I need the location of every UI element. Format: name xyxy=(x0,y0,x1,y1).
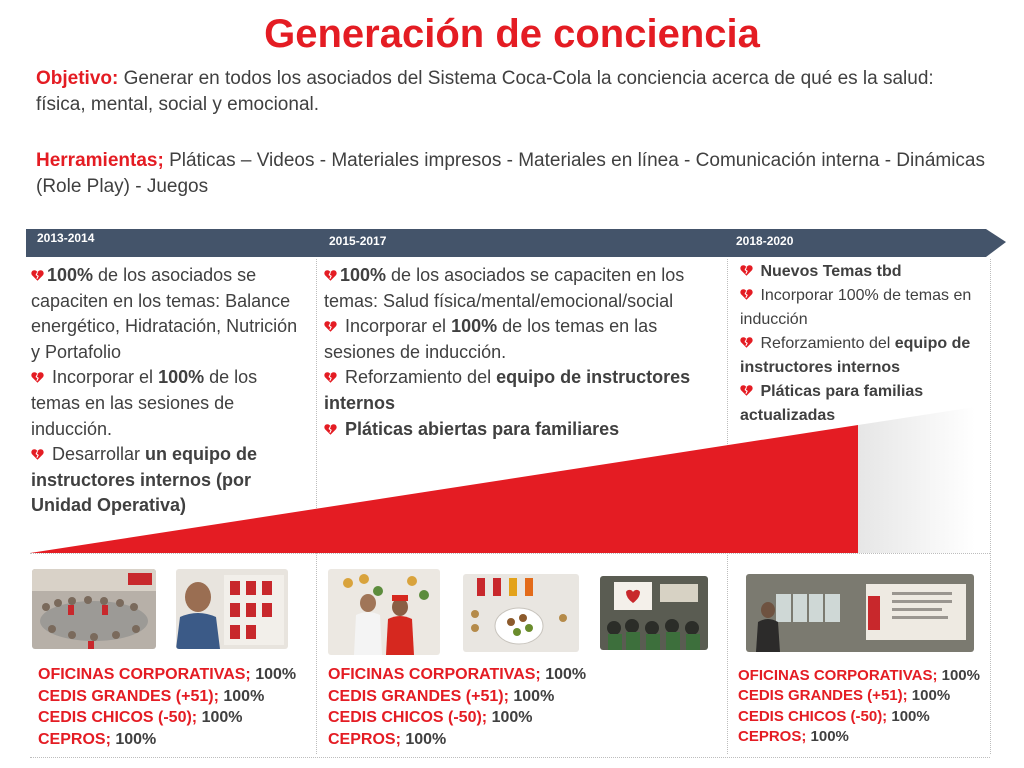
goal-item xyxy=(324,314,720,365)
food-plate-photo xyxy=(463,574,579,652)
goal-item xyxy=(740,332,980,380)
coverage-site: CEDIS GRANDES (+51); xyxy=(328,687,509,705)
coverage-site: CEDIS CHICOS (-50); xyxy=(738,707,888,725)
goal-item-text: 100% xyxy=(158,367,205,388)
objective-text: Generar en todos los asociados del Sistema Coca-Cola la conciencia acerca de qué es la salud: física, mental, social y emocional. xyxy=(36,68,934,115)
goal-item-text: un equipo de instructores internos (por Unidad Operativa) xyxy=(31,444,258,516)
goal-item xyxy=(31,442,311,519)
period-2-coverage xyxy=(328,664,586,750)
broken-heart-icon xyxy=(31,371,44,384)
coverage-value: 100% xyxy=(197,709,243,726)
period-label-2: 2015-2017 xyxy=(329,234,387,248)
broken-heart-icon xyxy=(31,448,44,461)
coverage-row xyxy=(38,664,296,686)
coverage-value: 100% xyxy=(540,666,587,683)
coverage-site: CEDIS GRANDES (+51); xyxy=(738,687,908,705)
coverage-site: CEPROS; xyxy=(328,730,401,748)
coverage-value: 100% xyxy=(937,667,980,684)
classroom-photo xyxy=(600,576,708,650)
coverage-site: CEPROS; xyxy=(38,730,111,748)
period-1-goals xyxy=(31,263,311,519)
broken-heart-icon xyxy=(740,288,753,301)
instructors-photo xyxy=(328,569,440,655)
goal-item xyxy=(740,380,980,428)
goal-item xyxy=(324,417,720,443)
period-2-goals xyxy=(324,263,720,442)
goal-item xyxy=(740,284,980,332)
coverage-value: 100% xyxy=(110,730,157,748)
broken-heart-icon xyxy=(740,384,753,397)
coverage-row xyxy=(38,707,296,729)
period-3-goals xyxy=(740,260,980,428)
goal-item-text: Pláticas para familias actualizadas xyxy=(740,383,924,424)
coverage-site: CEDIS CHICOS (-50); xyxy=(328,709,488,726)
goal-item-text: de los temas en las sesiones de inducción. xyxy=(324,316,658,362)
coverage-value: 100% xyxy=(487,709,533,726)
goal-item-text: equipo de instructores internos xyxy=(324,367,691,413)
tools-label: Herramientas; xyxy=(36,150,164,171)
tools-text: Pláticas – Videos - Materiales impresos - Materiales en línea - Comunicación interna - Dinámicas (Role Play) - Juegos xyxy=(36,150,985,197)
goal-item-text: Nuevos Temas tbd xyxy=(756,263,902,280)
coverage-row xyxy=(738,666,980,686)
coverage-site: OFICINAS CORPORATIVAS; xyxy=(738,667,938,684)
broken-heart-icon xyxy=(740,336,753,349)
goal-item-text: Reforzamiento del xyxy=(340,367,497,388)
period-1-coverage xyxy=(38,664,296,750)
coverage-row xyxy=(328,729,586,751)
coverage-site: CEDIS CHICOS (-50); xyxy=(38,709,198,726)
goal-item-text: Desarrollar xyxy=(47,444,146,465)
goal-item-text: de los asociados se capaciten en los temas: Balance energético, Hidratación, Nutrición y Portafolio xyxy=(31,265,298,362)
period-label-1: 2013-2014 xyxy=(37,231,95,245)
coverage-row xyxy=(38,686,296,708)
goal-item-text: Reforzamiento del xyxy=(756,335,895,352)
coverage-value: 100% xyxy=(907,687,951,705)
coverage-row xyxy=(328,664,586,686)
goal-item-text: Incorporar el xyxy=(47,367,159,388)
goal-item-text: Incorporar 100% de temas en inducción xyxy=(740,287,972,328)
coverage-value: 100% xyxy=(887,707,930,725)
coverage-value: 100% xyxy=(218,687,265,705)
coverage-row xyxy=(738,707,980,727)
goal-item-text: Incorporar el xyxy=(340,316,452,337)
period-3-coverage xyxy=(738,666,980,747)
coverage-site: OFICINAS CORPORATIVAS; xyxy=(328,666,541,683)
goal-item-text: 100% xyxy=(340,265,387,285)
goal-item xyxy=(31,365,311,442)
goal-item xyxy=(324,365,720,416)
coverage-site: CEDIS GRANDES (+51); xyxy=(38,687,219,705)
presenter-photo-board xyxy=(176,569,288,649)
coverage-row xyxy=(328,686,586,708)
broken-heart-icon xyxy=(324,269,337,282)
coverage-row xyxy=(738,727,980,747)
goal-item xyxy=(324,263,720,314)
presentation-room-photo xyxy=(746,574,974,652)
coverage-value: 100% xyxy=(806,727,849,745)
broken-heart-icon xyxy=(31,269,44,282)
goal-item xyxy=(31,263,311,365)
coverage-site: CEPROS; xyxy=(738,727,807,745)
goal-item-text: Pláticas abiertas para familiares xyxy=(340,418,620,439)
goal-item-text: de los temas en las sesiones de inducción. xyxy=(31,367,258,439)
objective-label: Objetivo: xyxy=(36,68,119,89)
goal-item xyxy=(740,260,980,284)
coverage-row xyxy=(738,686,980,706)
coverage-row xyxy=(328,707,586,729)
page-title: Generación de conciencia xyxy=(264,12,760,56)
coverage-row xyxy=(38,729,296,751)
goal-item-text: 100% xyxy=(47,265,94,285)
broken-heart-icon xyxy=(324,320,337,333)
goal-item-text: 100% xyxy=(451,316,498,337)
coverage-value: 100% xyxy=(400,730,447,748)
goal-item-text: equipo de instructores internos xyxy=(740,335,971,376)
coverage-site: OFICINAS CORPORATIVAS; xyxy=(38,666,251,683)
coverage-value: 100% xyxy=(508,687,555,705)
broken-heart-icon xyxy=(324,423,337,436)
goal-item-text: de los asociados se capaciten en los temas: Salud física/mental/emocional/social xyxy=(324,265,685,311)
coverage-value: 100% xyxy=(250,666,297,683)
group-photo-circle xyxy=(32,569,156,649)
broken-heart-icon xyxy=(324,371,337,384)
period-label-3: 2018-2020 xyxy=(736,234,794,248)
broken-heart-icon xyxy=(740,264,753,277)
